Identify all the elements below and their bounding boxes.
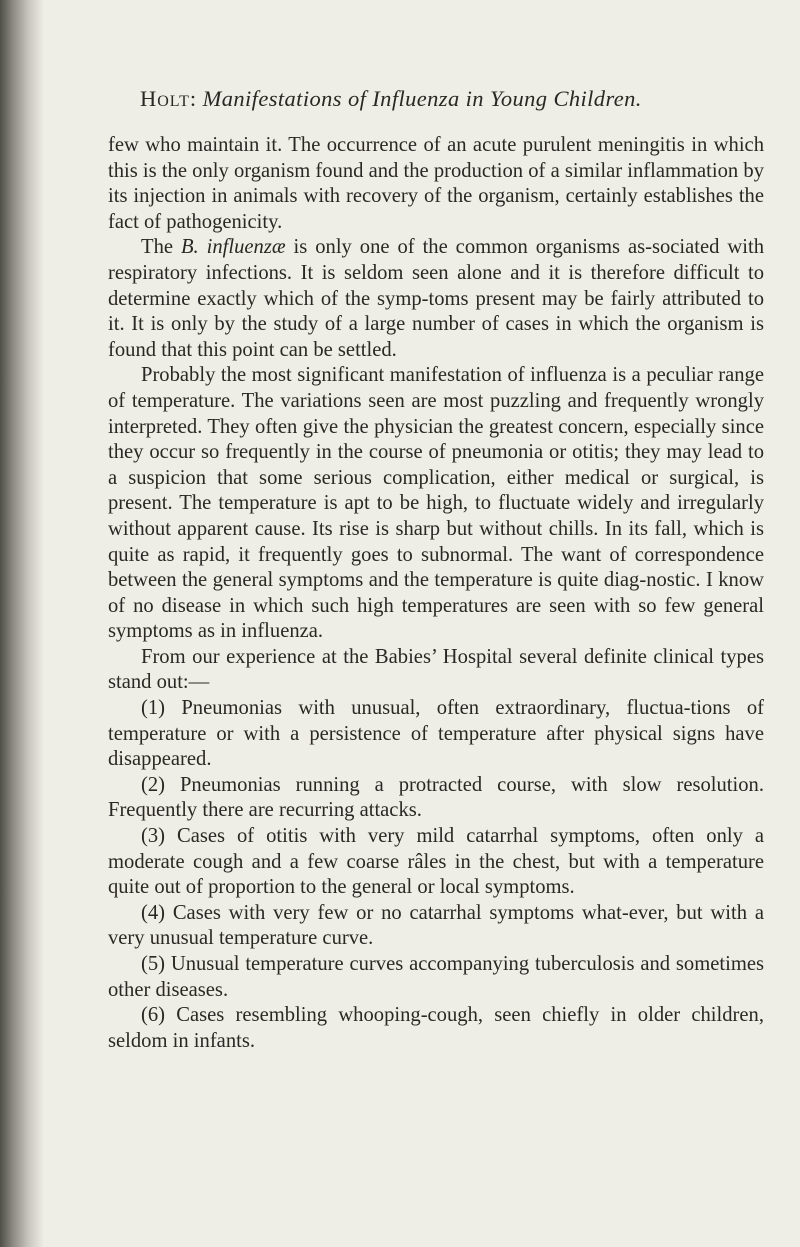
running-head-title: Manifestations of Influenza in Young Children.: [202, 86, 642, 111]
clinical-type-item: (2) Pneumonias running a protracted course, with slow resolution. Frequently there are recurring attacks.: [108, 773, 764, 822]
clinical-type-item: (6) Cases resembling whooping-cough, seen chiefly in older children, seldom in infants.: [108, 1004, 764, 1052]
body-text: [108, 133, 764, 1054]
clinical-type-item: (4) Cases with very few or no catarrhal symptoms what-ever, but with a very unusual temperature curve.: [108, 901, 764, 950]
running-head-author: Holt: [140, 86, 190, 111]
paragraph-temperature: Probably the most significant manifestation of influenza is a peculiar range of temperature. The variations seen are most puzzling and frequently wrongly interpreted. They often give the physician the greatest concern, especially since they occur so frequently in the course of pneumonia or otitis; they may lead to a suspicion that some serious complication, either medical or surgical, is present. The temperature is apt to be high, to fluctuate widely and irregularly without apparent cause. Its rise is sharp but without chills. In its fall, which is quite as rapid, it frequently goes to subnormal. The want of correspondence between the general symptoms and the temperature is quite diag-nostic. I know of no disease in which such high temperatures are seen with so few general symptoms as in influenza.: [108, 364, 764, 643]
paragraph-continuation: few who maintain it. The occurrence of an acute purulent meningitis in which this is the only organism found and the production of a similar inflammation by its injection in animals with recovery of the organism, certainly establishes the fact of pathogenicity.: [108, 134, 764, 233]
paragraph-b-influenzae: [108, 235, 764, 363]
running-head: [140, 86, 720, 112]
clinical-type-item: (5) Unusual temperature curves accompanying tuberculosis and sometimes other diseases.: [108, 953, 764, 1001]
running-head-separator: :: [189, 86, 203, 111]
clinical-type-item: (3) Cases of otitis with very mild catarrhal symptoms, often only a moderate cough and a few coarse râles in the chest, but with a temperature quite out of proportion to the general or local symptoms.: [108, 825, 764, 899]
page-binding-shadow: [0, 0, 44, 1247]
clinical-type-item: (1) Pneumonias with unusual, often extraordinary, fluctua-tions of temperature or with a persistence of temperature after physical signs have disappeared.: [108, 697, 764, 771]
paragraph-b-influenzae-lead: The: [141, 236, 181, 259]
paragraph-clinical-types-intro: From our experience at the Babies’ Hospital several definite clinical types stand out:—: [108, 645, 764, 694]
species-name: B. influenzæ: [180, 236, 286, 259]
paragraph-b-influenzae-rest: is only one of the common organisms as-sociated with respiratory infections. It is seldom seen alone and it is therefore difficult to determine exactly which of the symp-toms present may be fairly attributed to it. It is only by the study of a large number of cases in which the organism is found that this point can be settled.: [108, 236, 764, 361]
